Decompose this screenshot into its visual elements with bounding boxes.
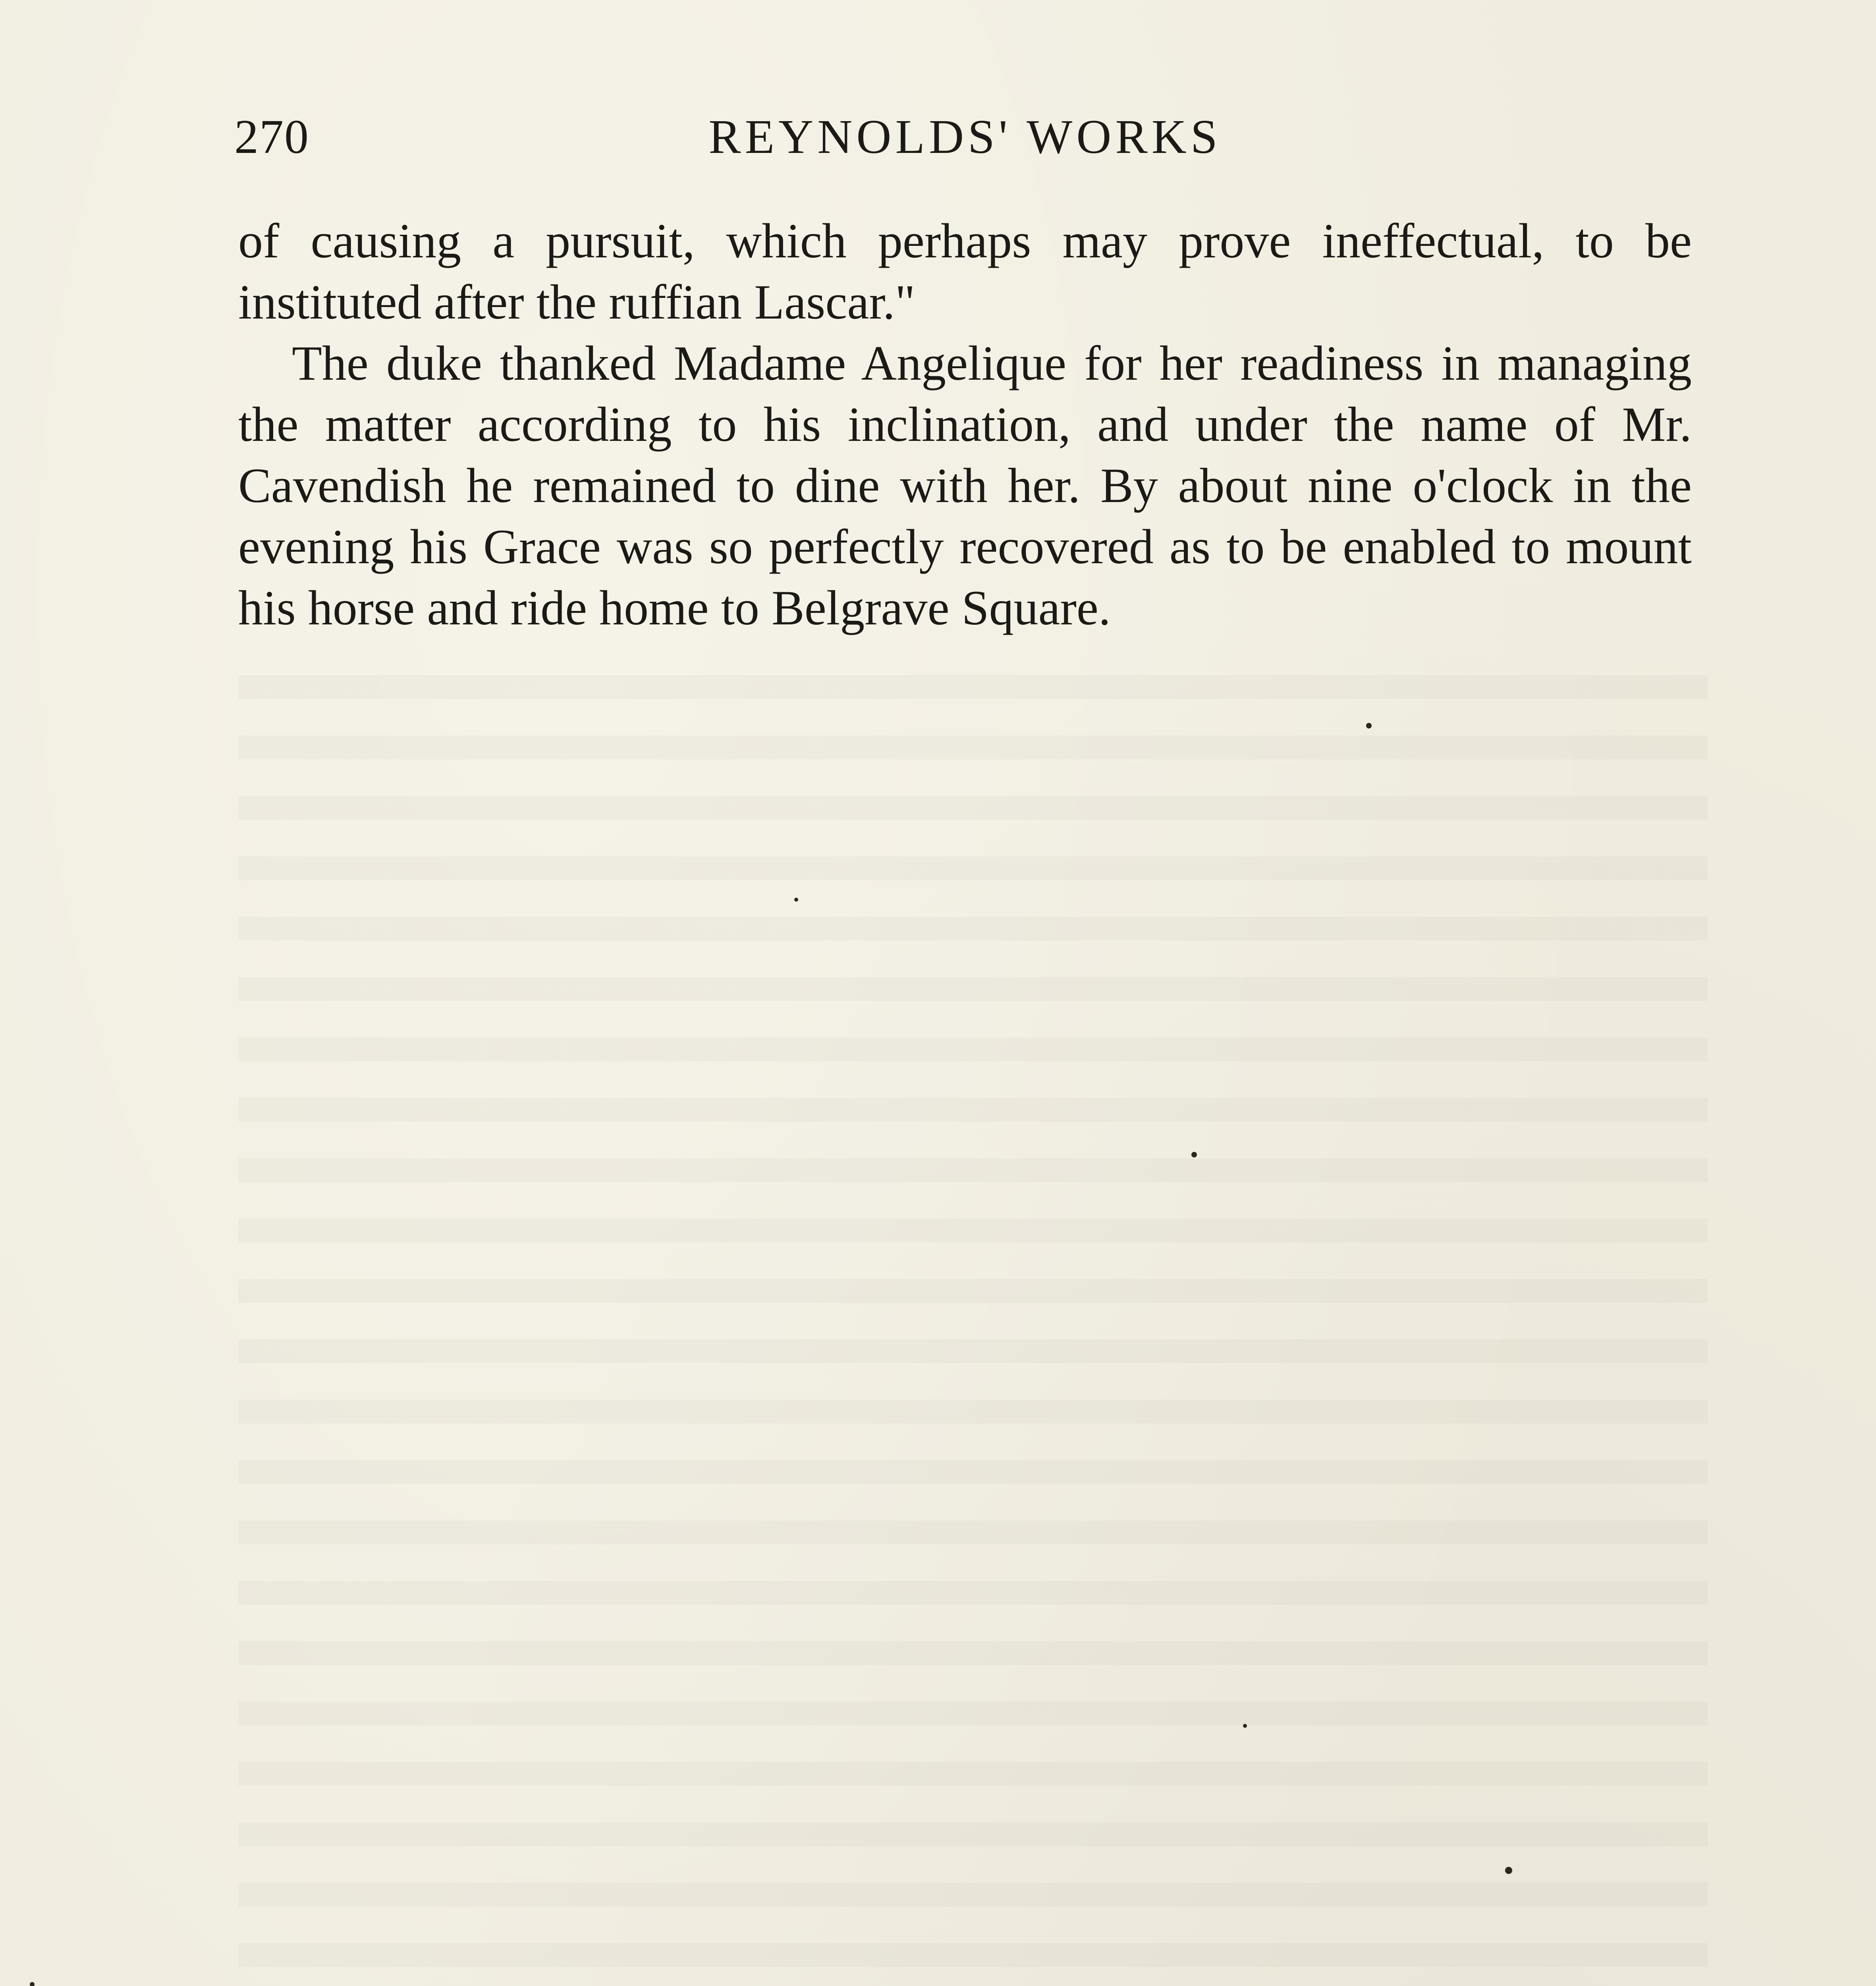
paper-speck [1243,1724,1247,1728]
paragraph-continued: of causing a pursuit, which perhaps may prove ineffectual, to be instituted after the ruffian Lascar." [238,214,1692,329]
body-text [238,211,1692,639]
paper-speck [1366,723,1372,728]
paper-speck [794,898,798,902]
page-header [234,101,1696,173]
show-through-text [238,675,1708,1986]
paper-speck [1505,1867,1512,1874]
running-head: REYNOLDS' WORKS [708,110,1222,164]
paper-speck [30,1982,35,1986]
paragraph: The duke thanked Madame Angelique for her readiness in managing the matter according to his inclination, and under the name of Mr. Cavendish he remained to dine with her. By about nine o'clock in the evening his Grace was so perfectly recovered as to be enabled to mount his horse and ride home to Belgrave Square. [238,336,1692,635]
page-number: 270 [234,110,309,164]
paper-speck [1191,1152,1197,1157]
